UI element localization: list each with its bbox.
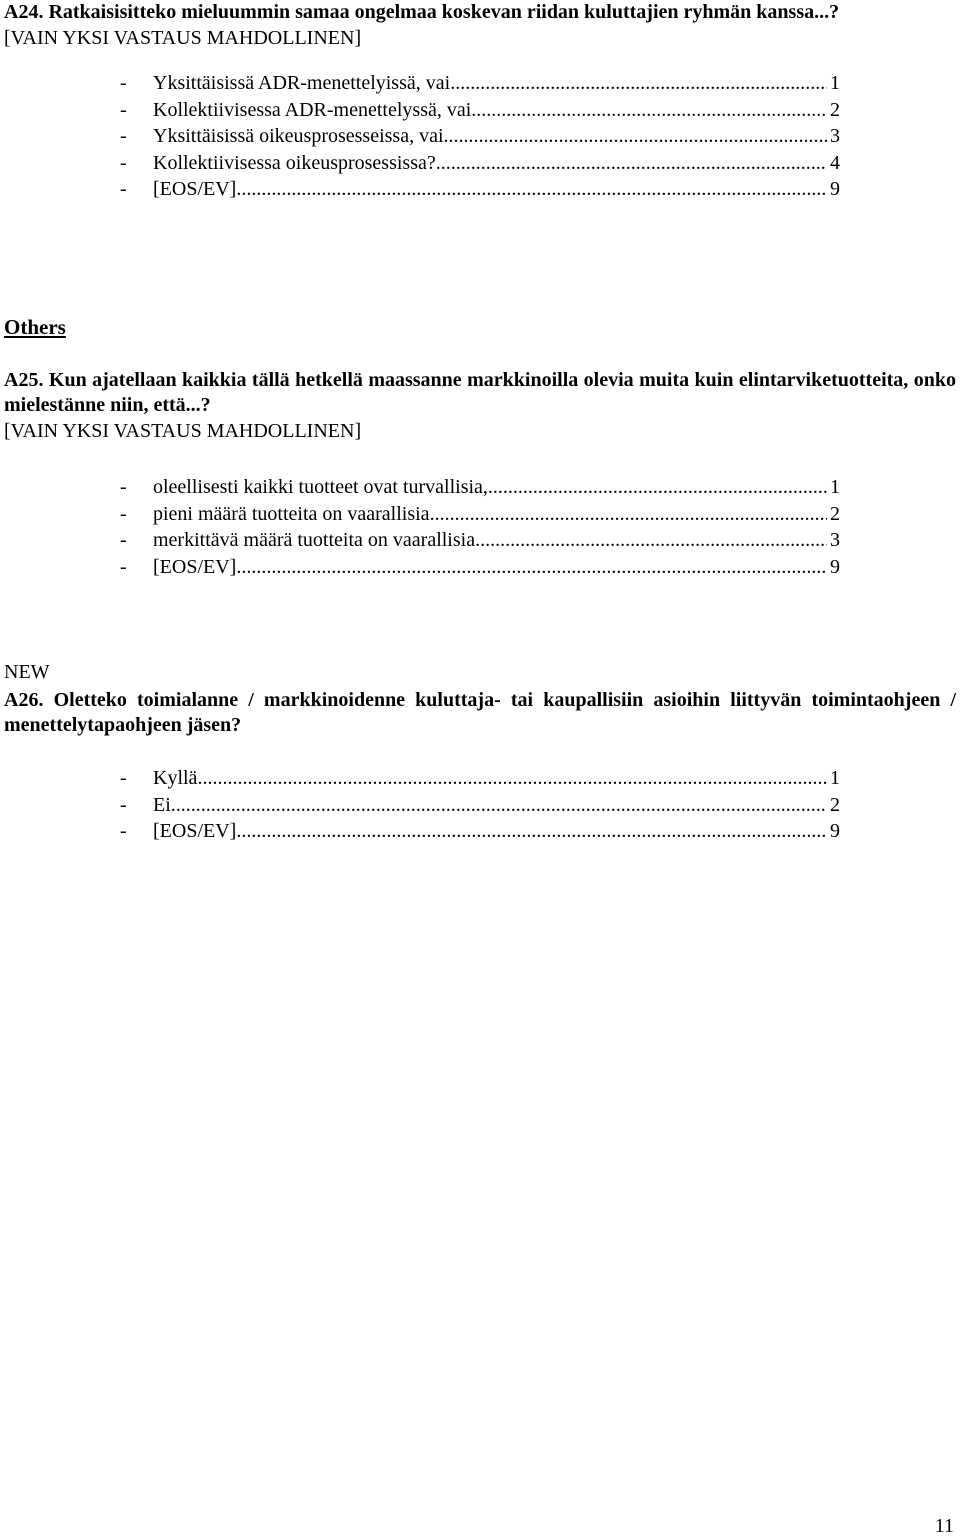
option-code: 2 <box>830 98 840 121</box>
option-label: [EOS/EV] <box>153 555 237 578</box>
option-label: Yksittäisissä oikeusprosesseissa, vai <box>153 125 444 147</box>
dot-leader <box>471 99 827 122</box>
bullet-dash: - <box>120 125 127 147</box>
option-code: 9 <box>830 555 840 578</box>
question-a24 <box>4 0 956 51</box>
answer-option <box>120 556 840 583</box>
bullet-dash: - <box>120 767 127 789</box>
question-text: Ratkaisisitteko mieluummin samaa ongelmaa koskevan riidan kuluttajien ryhmän kanssa...? <box>48 1 840 23</box>
answer-option <box>120 529 840 556</box>
answer-option <box>120 476 840 503</box>
answer-options-a25 <box>120 476 840 582</box>
dot-leader <box>430 503 827 526</box>
question-instruction: [VAIN YKSI VASTAUS MAHDOLLINEN] <box>4 27 362 49</box>
answer-option <box>120 152 840 179</box>
dot-leader <box>444 125 827 148</box>
question-number: A26. <box>4 689 44 711</box>
answer-option <box>120 503 840 530</box>
dot-leader <box>236 820 827 843</box>
option-label: Kyllä <box>153 767 198 789</box>
question-instruction: [VAIN YKSI VASTAUS MAHDOLLINEN] <box>4 420 362 442</box>
option-label: Yksittäisissä ADR-menettelyissä, vai <box>153 72 451 94</box>
bullet-dash: - <box>120 151 127 174</box>
answer-option <box>120 767 840 794</box>
question-text: Oletteko toimialanne / markkinoidenne kuluttaja- tai kaupallisiin asioihin liittyvän toimintaohjeen / menettelytapaohjeen jäsen? <box>4 689 956 736</box>
option-label: Kollektiivisessa ADR-menettelyssä, vai <box>153 98 472 121</box>
bullet-dash: - <box>120 98 127 121</box>
question-number: A24. <box>4 1 44 23</box>
question-a25-heading <box>4 368 956 418</box>
option-label: merkittävä määrä tuotteita on vaarallisia <box>153 529 476 551</box>
answer-options-a24 <box>120 72 840 205</box>
option-code: 2 <box>830 793 840 816</box>
question-number: A25. <box>4 369 44 391</box>
bullet-dash: - <box>120 72 127 94</box>
answer-option <box>120 794 840 821</box>
bullet-dash: - <box>120 820 127 842</box>
bullet-dash: - <box>120 529 127 551</box>
option-code: 9 <box>830 820 840 842</box>
dot-leader <box>236 556 827 579</box>
dot-leader <box>197 767 827 790</box>
question-a25 <box>4 368 956 444</box>
option-label: Kollektiivisessa oikeusprosessissa? <box>153 151 436 174</box>
answer-option <box>120 72 840 99</box>
dot-leader <box>450 72 827 95</box>
bullet-dash: - <box>120 793 127 816</box>
answer-option <box>120 99 840 126</box>
dot-leader <box>236 178 827 201</box>
option-label: Ei <box>153 793 171 816</box>
page-number: 11 <box>934 1515 954 1537</box>
answer-option <box>120 820 840 847</box>
question-a24-heading <box>4 0 956 25</box>
option-code: 1 <box>830 72 840 94</box>
dot-leader <box>488 476 827 499</box>
answer-option <box>120 178 840 205</box>
section-heading: Others <box>4 315 66 339</box>
answer-options-a26 <box>120 767 840 847</box>
bullet-dash: - <box>120 555 127 578</box>
option-code: 9 <box>830 178 840 200</box>
option-code: 1 <box>830 476 840 498</box>
new-marker: NEW <box>4 661 50 683</box>
bullet-dash: - <box>120 178 127 200</box>
option-label: pieni määrä tuotteita on vaarallisia <box>153 502 430 525</box>
option-code: 4 <box>830 151 840 174</box>
option-label: [EOS/EV] <box>153 178 237 200</box>
question-a26 <box>4 688 956 738</box>
bullet-dash: - <box>120 502 127 525</box>
option-code: 3 <box>830 529 840 551</box>
bullet-dash: - <box>120 476 127 498</box>
dot-leader <box>171 794 827 817</box>
option-code: 1 <box>830 767 840 789</box>
option-code: 2 <box>830 502 840 525</box>
dot-leader <box>436 152 827 175</box>
option-label: [EOS/EV] <box>153 820 237 842</box>
option-code: 3 <box>830 125 840 147</box>
option-label: oleellisesti kaikki tuotteet ovat turvallisia, <box>153 476 488 498</box>
question-a26-heading <box>4 688 956 738</box>
dot-leader <box>475 529 827 552</box>
answer-option <box>120 125 840 152</box>
question-text: Kun ajatellaan kaikkia tällä hetkellä maassanne markkinoilla olevia muita kuin elintarviketuotteita, onko mielestänne niin, että...? <box>4 369 956 416</box>
